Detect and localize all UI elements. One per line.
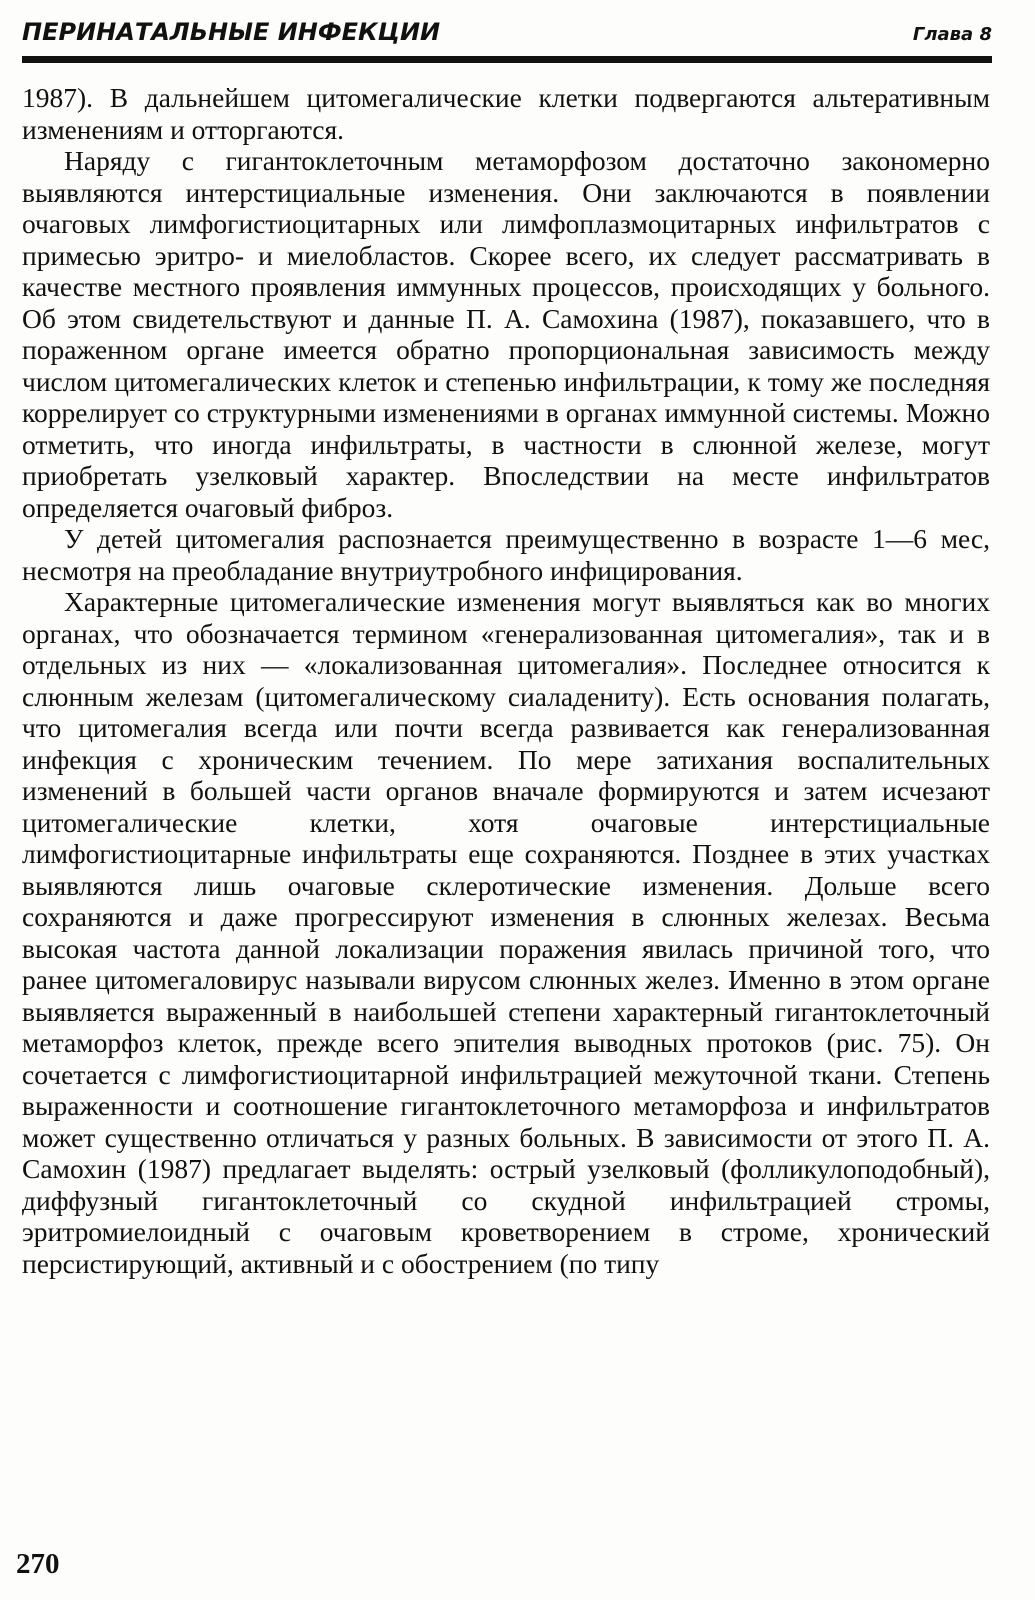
body-text <box>22 82 990 1279</box>
paragraph-children: У детей цитомегалия распознается преимущественно в возрасте 1—6 мес, несмотря на преобладание внутриутробного инфицирования. <box>22 523 990 586</box>
header-rule <box>22 56 992 63</box>
chapter-label: Глава 8 <box>912 24 992 45</box>
page-number: 270 <box>16 1548 60 1580</box>
paragraph-interstitial-changes: Наряду с гигантоклеточным метаморфозом достаточно закономерно выявляются интерстициальные изменения. Они заключаются в появлении очаговых лимфогистиоцитарных или лимфоплазмоцитарных инфильтратов с примесью эритро- и миелобластов. Скорее всего, их следует рассматривать в качестве местного проявления иммунных процессов, происходящих у больного. Об этом свидетельствуют и данные П. А. Самохина (1987), показавшего, что в пораженном органе имеется обратно пропорциональная зависимость между числом цитомегалических клеток и степенью инфильтрации, к тому же последняя коррелирует со структурными изменениями в органах иммунной системы. Можно отметить, что иногда инфильтраты, в частности в слюнной железе, могут приобретать узелковый характер. Впоследствии на месте инфильтратов определяется очаговый фиброз. <box>22 145 990 523</box>
paragraph-characteristic-changes: Характерные цитомегалические изменения могут выявляться как во многих органах, что обозначается термином «генерализованная цитомегалия», так и в отдельных из них — «локализованная цитомегалия». Последнее относится к слюнным железам (цитомегалическому сиаладениту). Есть основания полагать, что цитомегалия всегда или почти всегда развивается как генерализованная инфекция с хроническим течением. По мере затихания воспалительных изменений в большей части органов вначале формируются и затем исчезают цитомегалические клетки, хотя очаговые интерстициальные лимфогистиоцитарные инфильтраты еще сохраняются. Позднее в этих участках выявляются лишь очаговые склеротические изменения. Дольше всего сохраняются и даже прогрессируют изменения в слюнных железах. Весьма высокая частота данной локализации поражения явилась причиной того, что ранее цитомегаловирус называли вирусом слюнных желез. Именно в этом органе выявляется выраженный в наибольшей степени характерный гигантоклеточный метаморфоз клеток, прежде всего эпителия выводных протоков (рис. 75). Он сочетается с лимфогистиоцитарной инфильтрацией межуточной ткани. Степень выраженности и соотношение гигантоклеточного метаморфоза и инфильтратов может существенно отличаться у разных больных. В зависимости от этого П. А. Самохин (1987) предлагает выделять: острый узелковый (фолликулоподобный), диффузный гигантоклеточный со скудной инфильтрацией стромы, эритромиелоидный с очаговым кроветворением в строме, хронический персистирующий, активный и с обострением (по типу <box>22 586 990 1279</box>
paragraph-continuation: 1987). В дальнейшем цитомегалические клетки подвергаются альтеративным изменениям и отторгаются. <box>22 82 990 145</box>
running-title: ПЕРИНАТАЛЬНЫЕ ИНФЕКЦИИ <box>22 18 441 46</box>
running-header <box>22 18 992 52</box>
